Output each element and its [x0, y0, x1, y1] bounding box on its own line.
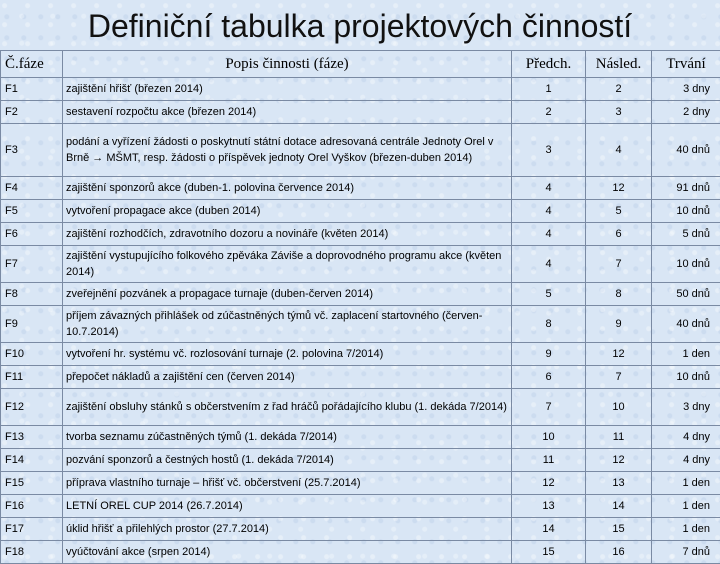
cell-successor: 16 [586, 541, 652, 564]
cell-phase-id: F3 [1, 124, 63, 177]
cell-successor: 12 [586, 343, 652, 366]
table-row [1, 78, 720, 101]
table-row [1, 495, 720, 518]
cell-phase-id: F6 [1, 223, 63, 246]
cell-predecessor: 4 [512, 177, 586, 200]
table-row [1, 124, 720, 177]
cell-predecessor: 13 [512, 495, 586, 518]
table-row [1, 223, 720, 246]
cell-phase-id: F10 [1, 343, 63, 366]
cell-description: přepočet nákladů a zajištění cen (červen 2014) [63, 366, 512, 389]
cell-description: příjem závazných přihlášek od zúčastněných týmů vč. zaplacení startovného (červen-10.7.2014) [63, 306, 512, 343]
cell-description: pozvání sponzorů a čestných hostů (1. dekáda 7/2014) [63, 449, 512, 472]
activities-table [0, 50, 720, 564]
cell-description: zajištění hřišť (březen 2014) [63, 78, 512, 101]
cell-description: zajištění sponzorů akce (duben-1. polovina července 2014) [63, 177, 512, 200]
cell-predecessor: 5 [512, 283, 586, 306]
cell-successor: 8 [586, 283, 652, 306]
cell-predecessor: 4 [512, 200, 586, 223]
cell-predecessor: 4 [512, 246, 586, 283]
cell-description: vytvoření propagace akce (duben 2014) [63, 200, 512, 223]
cell-successor: 15 [586, 518, 652, 541]
cell-description: zajištění vystupujícího folkového zpěváka Záviše a doprovodného programu akce (květen 2014) [63, 246, 512, 283]
cell-phase-id: F15 [1, 472, 63, 495]
cell-successor: 14 [586, 495, 652, 518]
table-row [1, 426, 720, 449]
cell-phase-id: F7 [1, 246, 63, 283]
table-row [1, 541, 720, 564]
cell-description: sestavení rozpočtu akce (březen 2014) [63, 101, 512, 124]
table-row [1, 366, 720, 389]
cell-phase-id: F4 [1, 177, 63, 200]
cell-predecessor: 2 [512, 101, 586, 124]
cell-description: podání a vyřízení žádosti o poskytnutí státní dotace adresovaná centrále Jednoty Orel v Brně → MŠMT, resp. žádosti o příspěvek jednoty Orel Vyškov (březen-duben 2014) [63, 124, 512, 177]
cell-duration: 10 dnů [652, 366, 720, 389]
cell-predecessor: 14 [512, 518, 586, 541]
cell-phase-id: F13 [1, 426, 63, 449]
cell-predecessor: 6 [512, 366, 586, 389]
cell-predecessor: 7 [512, 389, 586, 426]
cell-duration: 10 dnů [652, 200, 720, 223]
header-duration: Trvání [652, 51, 720, 78]
table-row [1, 101, 720, 124]
cell-predecessor: 4 [512, 223, 586, 246]
cell-successor: 7 [586, 366, 652, 389]
cell-successor: 3 [586, 101, 652, 124]
cell-predecessor: 1 [512, 78, 586, 101]
cell-duration: 4 dny [652, 426, 720, 449]
cell-phase-id: F12 [1, 389, 63, 426]
table-body [1, 78, 720, 564]
cell-successor: 2 [586, 78, 652, 101]
cell-duration: 50 dnů [652, 283, 720, 306]
cell-phase-id: F18 [1, 541, 63, 564]
cell-successor: 10 [586, 389, 652, 426]
table-row [1, 389, 720, 426]
cell-predecessor: 10 [512, 426, 586, 449]
cell-duration: 91 dnů [652, 177, 720, 200]
cell-successor: 9 [586, 306, 652, 343]
header-phase-id: Č.fáze [1, 51, 63, 78]
cell-description: LETNÍ OREL CUP 2014 (26.7.2014) [63, 495, 512, 518]
cell-duration: 4 dny [652, 449, 720, 472]
header-description: Popis činnosti (fáze) [63, 51, 512, 78]
cell-duration: 1 den [652, 472, 720, 495]
cell-duration: 5 dnů [652, 223, 720, 246]
table-header-row [1, 51, 720, 78]
cell-duration: 1 den [652, 343, 720, 366]
table-row [1, 283, 720, 306]
cell-successor: 13 [586, 472, 652, 495]
cell-duration: 3 dny [652, 389, 720, 426]
cell-duration: 3 dny [652, 78, 720, 101]
table-row [1, 449, 720, 472]
table-row [1, 306, 720, 343]
cell-description: tvorba seznamu zúčastněných týmů (1. dekáda 7/2014) [63, 426, 512, 449]
cell-phase-id: F1 [1, 78, 63, 101]
cell-phase-id: F16 [1, 495, 63, 518]
cell-predecessor: 11 [512, 449, 586, 472]
header-successor: Násled. [586, 51, 652, 78]
table-row [1, 177, 720, 200]
cell-successor: 11 [586, 426, 652, 449]
cell-predecessor: 12 [512, 472, 586, 495]
cell-phase-id: F2 [1, 101, 63, 124]
cell-description: úklid hřišť a přilehlých prostor (27.7.2014) [63, 518, 512, 541]
header-predecessor: Předch. [512, 51, 586, 78]
page-title: Definiční tabulka projektových činností [0, 6, 720, 46]
table-row [1, 246, 720, 283]
cell-predecessor: 15 [512, 541, 586, 564]
cell-description: zveřejnění pozvánek a propagace turnaje (duben-červen 2014) [63, 283, 512, 306]
table-row [1, 343, 720, 366]
cell-description: příprava vlastního turnaje – hřišť vč. občerstvení (25.7.2014) [63, 472, 512, 495]
cell-duration: 2 dny [652, 101, 720, 124]
cell-description: zajištění rozhodčích, zdravotního dozoru a novináře (květen 2014) [63, 223, 512, 246]
cell-description: vytvoření hr. systému vč. rozlosování turnaje (2. polovina 7/2014) [63, 343, 512, 366]
cell-duration: 40 dnů [652, 124, 720, 177]
cell-predecessor: 9 [512, 343, 586, 366]
cell-description: vyúčtování akce (srpen 2014) [63, 541, 512, 564]
cell-successor: 4 [586, 124, 652, 177]
cell-successor: 6 [586, 223, 652, 246]
cell-predecessor: 8 [512, 306, 586, 343]
cell-phase-id: F9 [1, 306, 63, 343]
cell-phase-id: F14 [1, 449, 63, 472]
cell-successor: 5 [586, 200, 652, 223]
cell-phase-id: F8 [1, 283, 63, 306]
table-row [1, 472, 720, 495]
cell-duration: 10 dnů [652, 246, 720, 283]
cell-successor: 12 [586, 177, 652, 200]
cell-phase-id: F11 [1, 366, 63, 389]
cell-duration: 7 dnů [652, 541, 720, 564]
cell-phase-id: F5 [1, 200, 63, 223]
cell-duration: 1 den [652, 518, 720, 541]
cell-successor: 7 [586, 246, 652, 283]
cell-description: zajištění obsluhy stánků s občerstvením z řad hráčů pořádajícího klubu (1. dekáda 7/2014) [63, 389, 512, 426]
table-row [1, 200, 720, 223]
cell-successor: 12 [586, 449, 652, 472]
cell-duration: 1 den [652, 495, 720, 518]
cell-duration: 40 dnů [652, 306, 720, 343]
cell-phase-id: F17 [1, 518, 63, 541]
table-row [1, 518, 720, 541]
cell-predecessor: 3 [512, 124, 586, 177]
